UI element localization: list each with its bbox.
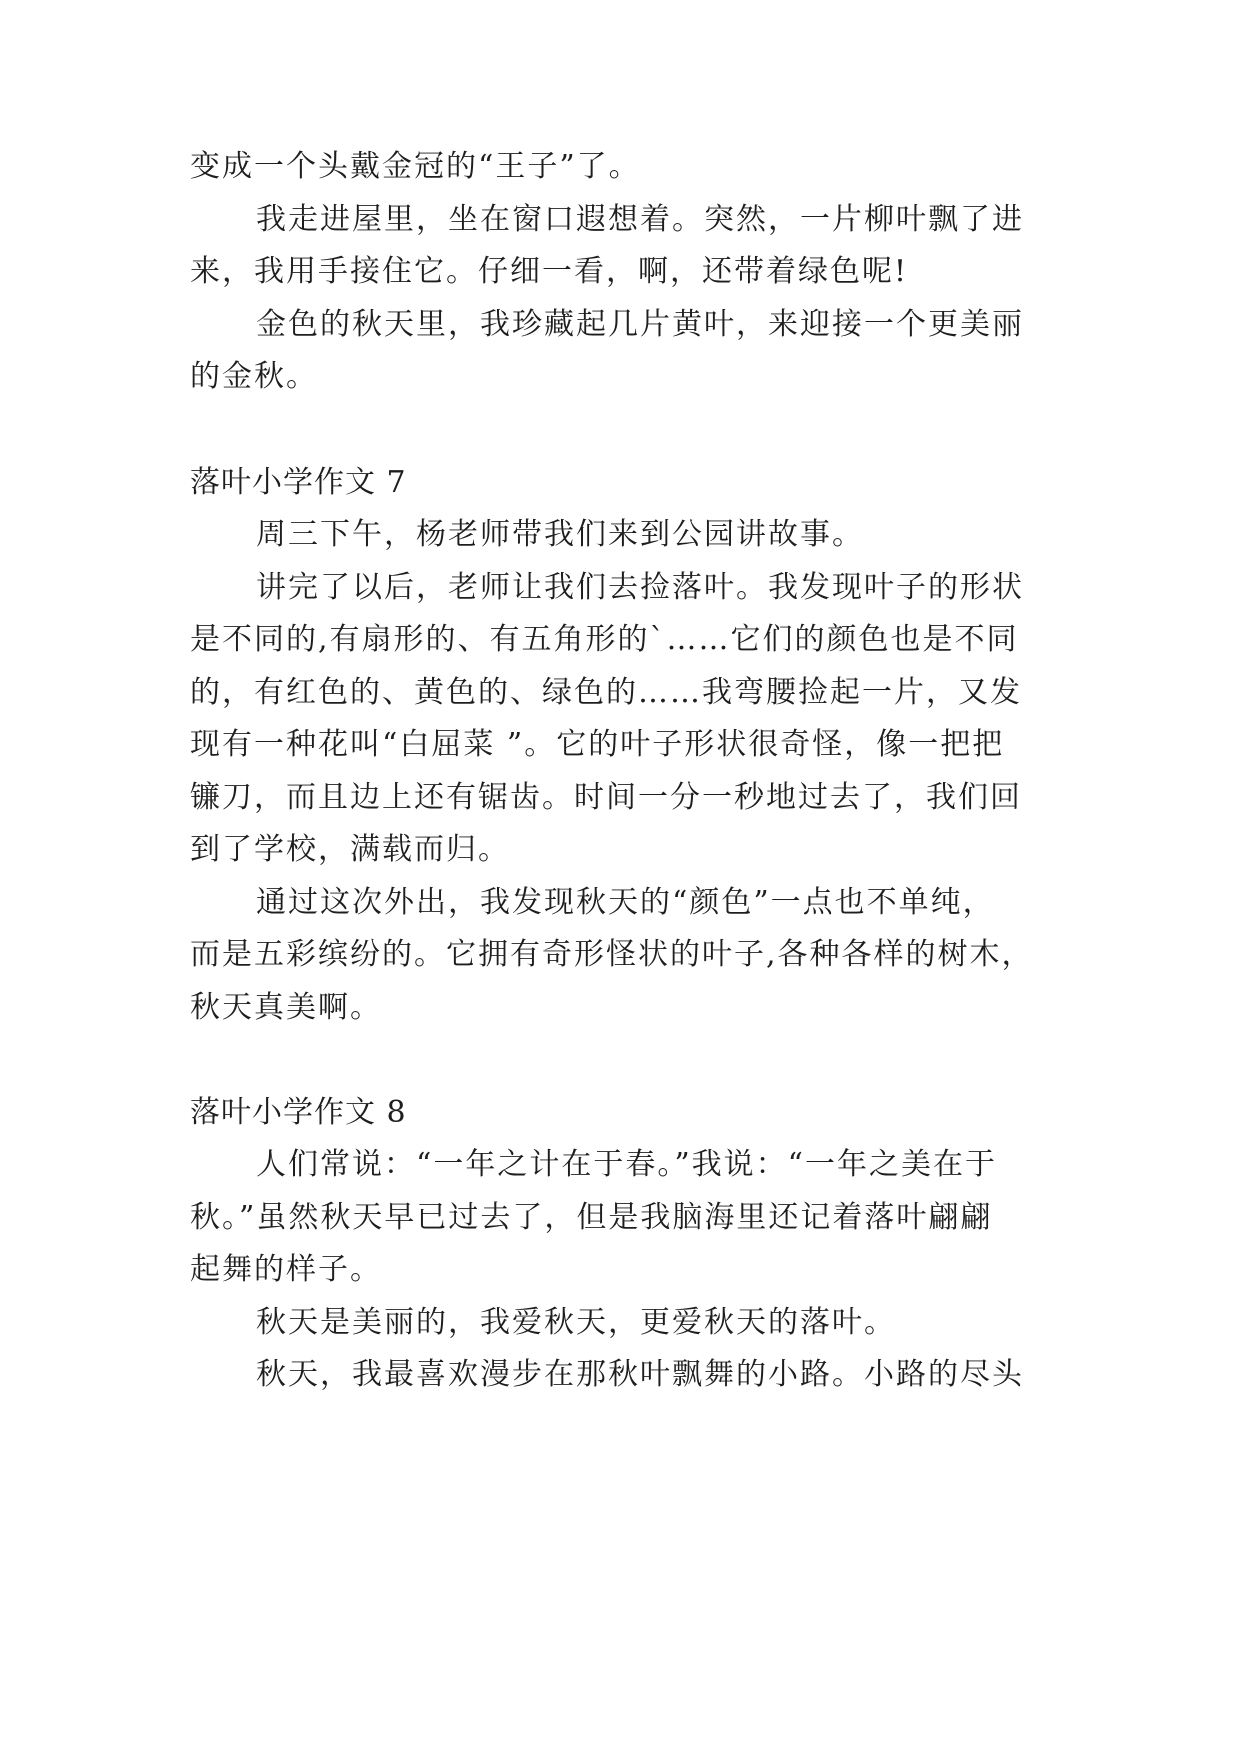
text-line: 是不同的,有扇形的、有五角形的`……它们的颜色也是不同	[190, 622, 1019, 657]
text-line: 现有一种花叫“白屈菜 ”。它的叶子形状很奇怪，像一把把	[190, 727, 1005, 762]
text-line: 而是五彩缤纷的。它拥有奇形怪状的叶子,各种各样的树木，	[190, 937, 1034, 972]
text-line: 的，有红色的、黄色的、绿色的……我弯腰捡起一片，又发	[190, 675, 1022, 710]
section-heading-8: 落叶小学作文 8	[190, 1095, 407, 1130]
paragraph-start: 我走进屋里，坐在窗口遐想着。突然，一片柳叶飘了进	[256, 202, 1024, 237]
text-line: 起舞的样子。	[190, 1252, 382, 1287]
text-line: 来，我用手接住它。仔细一看，啊，还带着绿色呢!	[190, 254, 909, 289]
text-line: 秋天真美啊。	[190, 990, 382, 1025]
text-line: 的金秋。	[190, 359, 318, 394]
paragraph-start: 讲完了以后，老师让我们去捡落叶。我发现叶子的形状	[256, 570, 1024, 605]
paragraph-start: 人们常说：“一年之计在于春。”我说：“一年之美在于	[256, 1147, 998, 1182]
paragraph-start: 秋天是美丽的，我爱秋天，更爱秋天的落叶。	[256, 1305, 896, 1340]
text-line: 秋。”虽然秋天早已过去了，但是我脑海里还记着落叶翩翩	[190, 1200, 993, 1235]
paragraph-start: 通过这次外出，我发现秋天的“颜色”一点也不单纯，	[256, 885, 995, 920]
text-line: 到了学校，满载而归。	[190, 832, 510, 867]
paragraph-start: 周三下午，杨老师带我们来到公园讲故事。	[256, 517, 864, 552]
text-line: 镰刀，而且边上还有锯齿。时间一分一秒地过去了，我们回	[190, 780, 1022, 815]
paragraph-start: 秋天，我最喜欢漫步在那秋叶飘舞的小路。小路的尽头	[256, 1357, 1024, 1392]
paragraph-start: 金色的秋天里，我珍藏起几片黄叶，来迎接一个更美丽	[256, 307, 1024, 342]
text-line: 变成一个头戴金冠的“王子”了。	[190, 149, 641, 184]
section-heading-7: 落叶小学作文 7	[190, 465, 407, 500]
